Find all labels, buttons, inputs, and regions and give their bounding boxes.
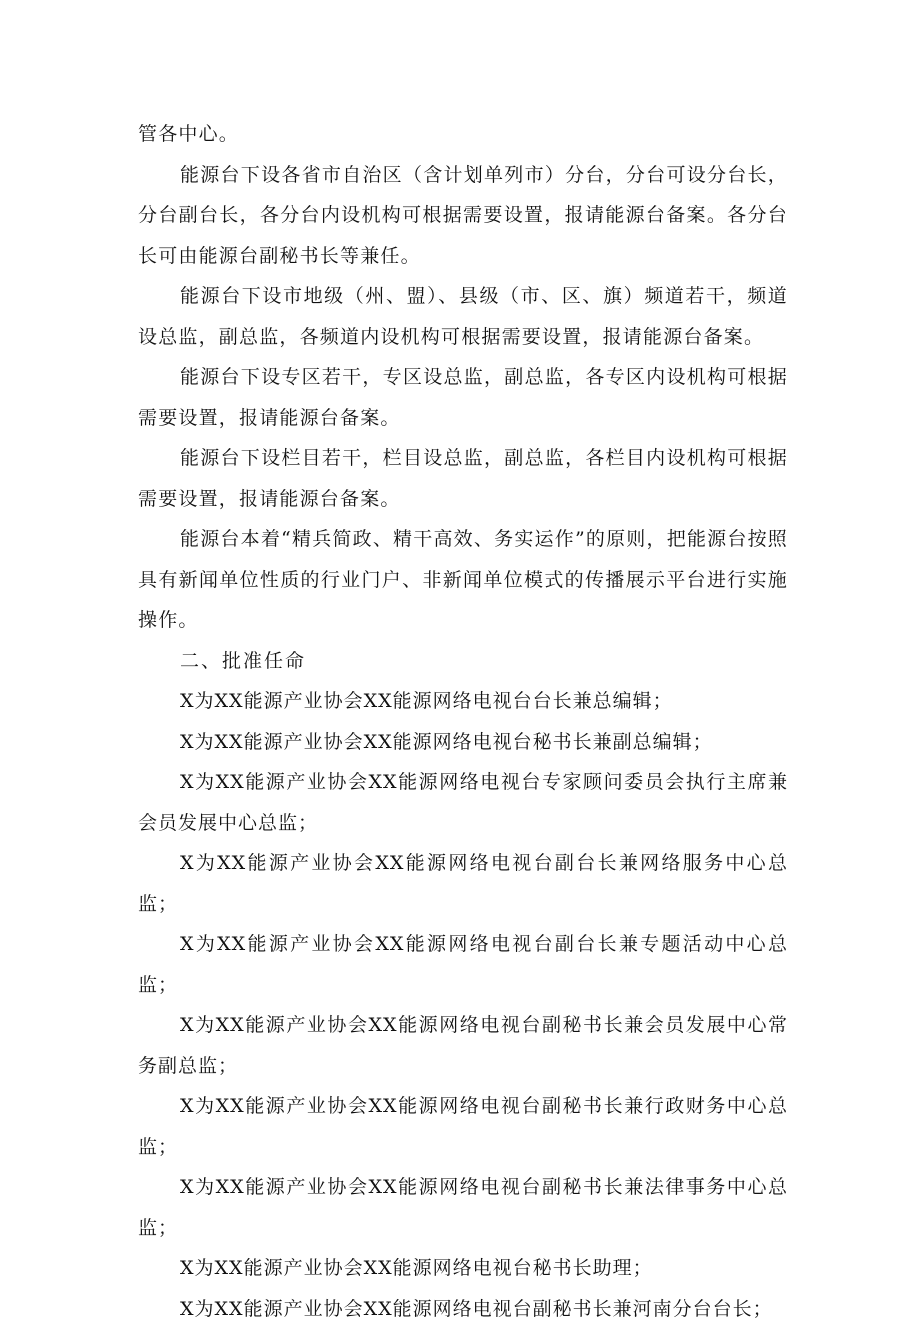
appointment-item: X为XX能源产业协会XX能源网络电视台副秘书长兼法律事务中心总监； — [138, 1167, 788, 1248]
appointment-item: X为XX能源产业协会XX能源网络电视台台长兼总编辑； — [138, 681, 788, 722]
paragraph-special-zones: 能源台下设专区若干，专区设总监，副总监，各专区内设机构可根据需要设置，报请能源台备案。 — [138, 357, 788, 438]
section-heading-appointments: 二、批准任命 — [138, 641, 788, 682]
paragraph-programs: 能源台下设栏目若干，栏目设总监，副总监，各栏目内设机构可根据需要设置，报请能源台备案。 — [138, 438, 788, 519]
paragraph-local-channels: 能源台下设市地级（州、盟）、县级（市、区、旗）频道若干，频道设总监，副总监，各频道内设机构可根据需要设置，报请能源台备案。 — [138, 276, 788, 357]
appointment-item: X为XX能源产业协会XX能源网络电视台副台长兼专题活动中心总监； — [138, 924, 788, 1005]
appointment-item: X为XX能源产业协会XX能源网络电视台秘书长兼副总编辑； — [138, 722, 788, 763]
appointment-item: X为XX能源产业协会XX能源网络电视台副秘书长兼河南分台台长； — [138, 1289, 788, 1329]
paragraph-provincial-branches: 能源台下设各省市自治区（含计划单列市）分台，分台可设分台长，分台副台长，各分台内设机构可根据需要设置，报请能源台备案。各分台长可由能源台副秘书长等兼任。 — [138, 155, 788, 277]
appointment-item: X为XX能源产业协会XX能源网络电视台副秘书长兼会员发展中心常务副总监； — [138, 1005, 788, 1086]
document-body — [138, 114, 788, 1329]
appointment-item: X为XX能源产业协会XX能源网络电视台秘书长助理； — [138, 1248, 788, 1289]
appointment-list — [138, 681, 788, 1329]
paragraph-principles: 能源台本着“精兵简政、精干高效、务实运作”的原则，把能源台按照具有新闻单位性质的行业门户、非新闻单位模式的传播展示平台进行实施操作。 — [138, 519, 788, 641]
paragraph-continuation: 管各中心。 — [138, 114, 788, 155]
appointment-item: X为XX能源产业协会XX能源网络电视台专家顾问委员会执行主席兼会员发展中心总监； — [138, 762, 788, 843]
appointment-item: X为XX能源产业协会XX能源网络电视台副秘书长兼行政财务中心总监； — [138, 1086, 788, 1167]
appointment-item: X为XX能源产业协会XX能源网络电视台副台长兼网络服务中心总监； — [138, 843, 788, 924]
